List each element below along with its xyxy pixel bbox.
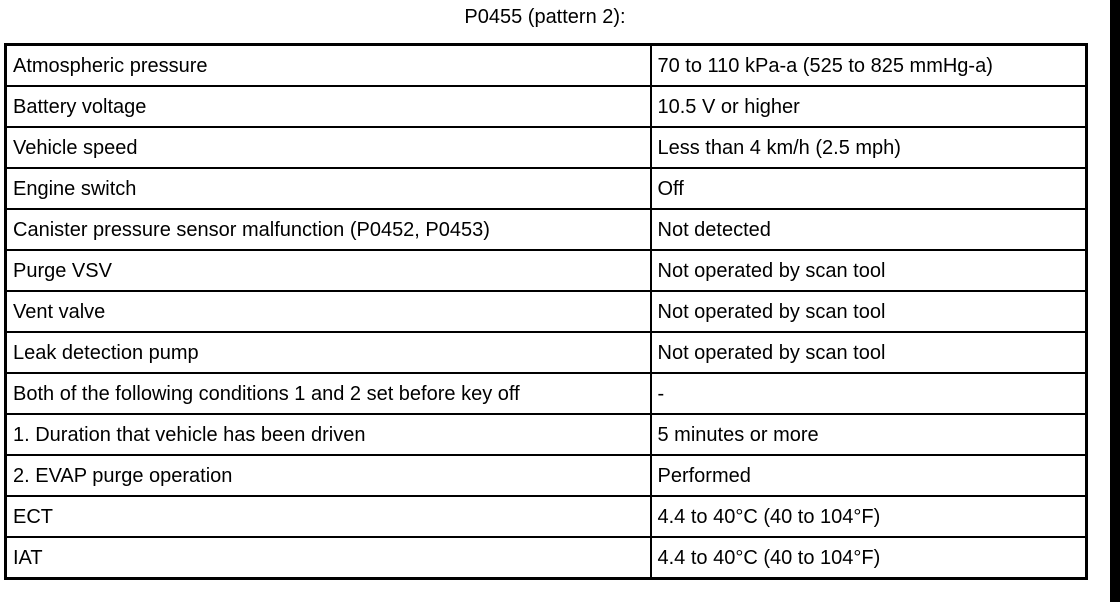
item-cell: ECT <box>6 496 651 537</box>
condition-cell: 4.4 to 40°C (40 to 104°F) <box>651 496 1087 537</box>
table-row <box>6 45 1087 87</box>
table-row <box>6 86 1087 127</box>
condition-cell: - <box>651 373 1087 414</box>
table-row <box>6 291 1087 332</box>
item-cell: 1. Duration that vehicle has been driven <box>6 414 651 455</box>
table-row <box>6 414 1087 455</box>
table-row <box>6 455 1087 496</box>
item-cell: Engine switch <box>6 168 651 209</box>
item-cell: Atmospheric pressure <box>6 45 651 87</box>
item-cell: Vehicle speed <box>6 127 651 168</box>
condition-cell: Not operated by scan tool <box>651 291 1087 332</box>
table-row <box>6 209 1087 250</box>
condition-cell: Performed <box>651 455 1087 496</box>
condition-cell: Off <box>651 168 1087 209</box>
condition-cell: 70 to 110 kPa-a (525 to 825 mmHg-a) <box>651 45 1087 87</box>
conditions-table-body <box>6 45 1087 579</box>
item-cell: Both of the following conditions 1 and 2 set before key off <box>6 373 651 414</box>
table-row <box>6 332 1087 373</box>
conditions-table <box>4 43 1088 580</box>
table-row <box>6 250 1087 291</box>
table-row <box>6 373 1087 414</box>
condition-cell: 5 minutes or more <box>651 414 1087 455</box>
item-cell: Leak detection pump <box>6 332 651 373</box>
item-cell: IAT <box>6 537 651 579</box>
condition-cell: Less than 4 km/h (2.5 mph) <box>651 127 1087 168</box>
condition-cell: Not operated by scan tool <box>651 250 1087 291</box>
right-edge-bar <box>1110 0 1120 602</box>
table-row <box>6 127 1087 168</box>
table-row <box>6 496 1087 537</box>
item-cell: Canister pressure sensor malfunction (P0452, P0453) <box>6 209 651 250</box>
table-title: P0455 (pattern 2): <box>464 6 626 28</box>
item-cell: Vent valve <box>6 291 651 332</box>
condition-cell: Not operated by scan tool <box>651 332 1087 373</box>
condition-cell: 10.5 V or higher <box>651 86 1087 127</box>
item-cell: Battery voltage <box>6 86 651 127</box>
condition-cell: Not detected <box>651 209 1087 250</box>
item-cell: 2. EVAP purge operation <box>6 455 651 496</box>
table-row <box>6 537 1087 579</box>
condition-cell: 4.4 to 40°C (40 to 104°F) <box>651 537 1087 579</box>
table-row <box>6 168 1087 209</box>
item-cell: Purge VSV <box>6 250 651 291</box>
